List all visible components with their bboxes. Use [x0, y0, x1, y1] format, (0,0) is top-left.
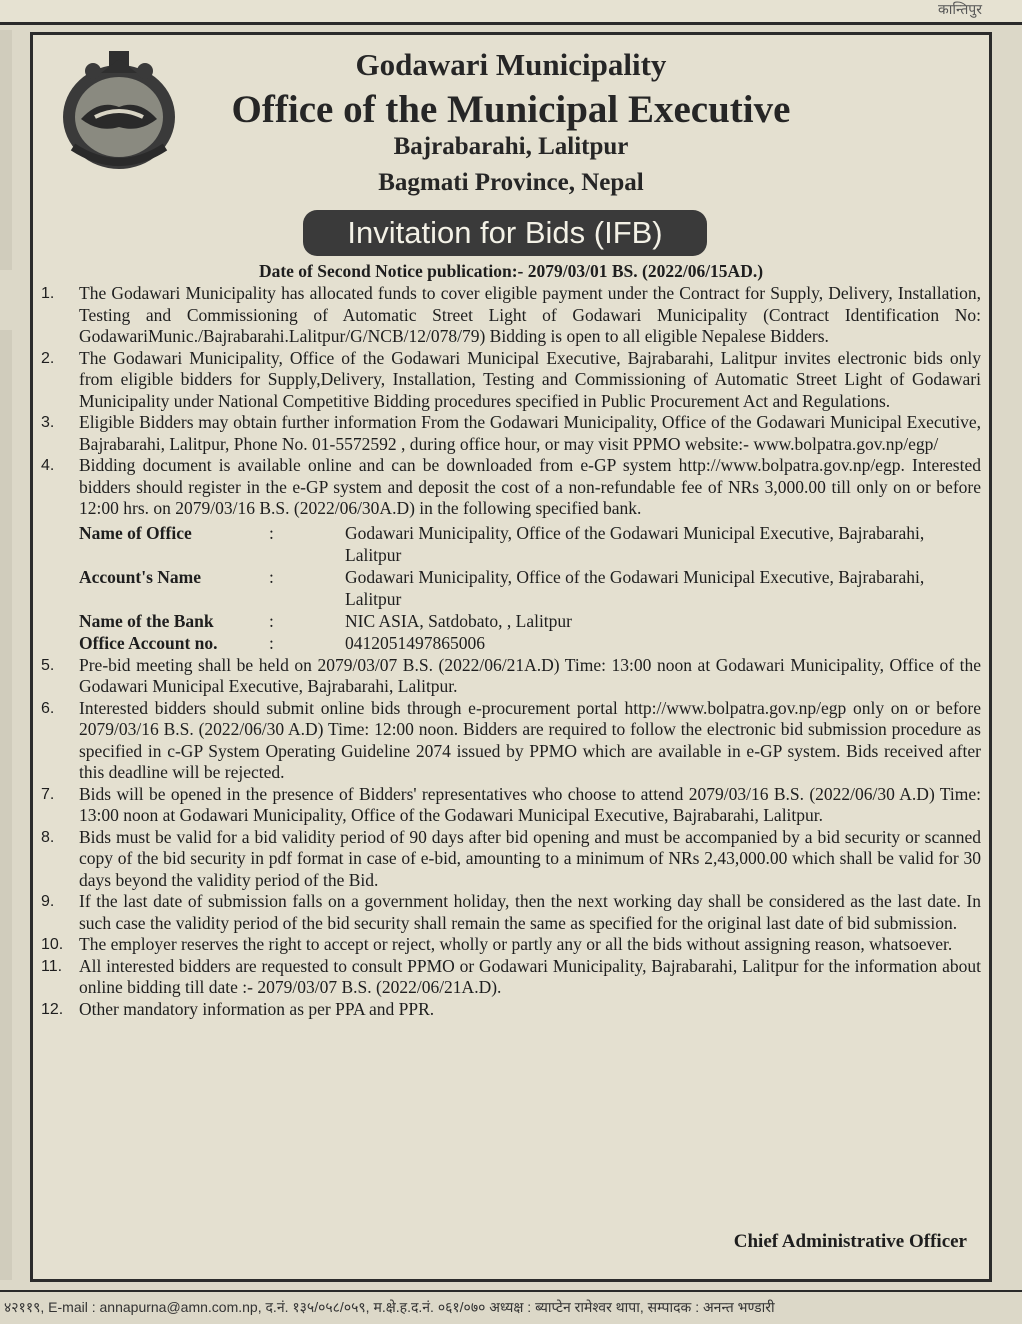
clause-text: The Godawari Municipality has allocated funds to cover eligible payment under the Contract for Supply, Delivery, Installation, Testing and Commissioning of Automatic Street Light of Godawari Municipality (Contract Identification No: GodawariMunic./Bajrabarahi.Lalitpur/G/NCB/12/078/79) Bidding is open to all eligible Nepalese Bidders. — [79, 283, 981, 346]
clause-number: 2. — [41, 349, 55, 367]
newspaper-footer: ४२११९, E-mail : annapurna@amn.com.np, द.नं. १३५/०५८/०५९, म.क्षे.ह.द.नं. ०६१/०७० अध्यक्ष : ब्याप्टेन रामेश्वर थापा, सम्पादक : अनन्त भण्डारी — [0, 1290, 1022, 1324]
clause-number: 6. — [41, 699, 55, 717]
province: Bagmati Province, Nepal — [378, 169, 644, 196]
clause-text: The Godawari Municipality, Office of the Godawari Municipal Executive, Bajrabarahi, Lalitpur invites electronic bids only from eligible bidders for Supply,Delivery, Installation, Testing and Commissioning of Automatic Street Light of Godawari Municipality under National Competitive Bidding procedures specified in Public Procurement Act and Regulations. — [79, 347, 981, 411]
bank-row — [79, 566, 981, 610]
bank-colon: : — [269, 610, 274, 631]
newspaper-top-strip — [0, 0, 1022, 25]
clause-text: Bidding document is available online and can be downloaded from e-GP system http://www.bolpatra.gov.np/egp. Interested bidders should register in the e-GP system and deposit the cost of a non-refundable fee of NRs 3,000.00 till only on or before 12:00 hrs. on 2079/03/16 B.S. (2022/06/30A.D) in the following specified bank. — [79, 455, 981, 518]
bank-key: Account's Name — [79, 566, 201, 587]
bank-row — [79, 632, 981, 654]
clause-9 — [41, 891, 981, 934]
clause-4 — [41, 455, 981, 520]
clause-5 — [41, 655, 981, 698]
bank-key: Name of Office — [79, 522, 192, 543]
bank-row — [79, 610, 981, 632]
clause-number: 3. — [41, 414, 55, 431]
bank-key: Name of the Bank — [79, 610, 214, 631]
clause-2 — [41, 348, 981, 413]
bank-colon: : — [269, 632, 274, 653]
side-rule — [0, 330, 12, 1280]
clause-number: 10. — [41, 936, 64, 953]
clause-12 — [41, 999, 981, 1021]
bid-notice — [30, 32, 992, 1282]
bank-colon: : — [269, 566, 274, 587]
top-snippet: कान्तिपुर — [938, 3, 982, 18]
clause-1 — [41, 283, 981, 348]
clause-text: The employer reserves the right to accept or reject, wholly or partly any or all the bids without assigning reason, whatsoever. — [79, 934, 953, 954]
clause-text: All interested bidders are requested to consult PPMO or Godawari Municipality, Bajrabarahi, Lalitpur for the information about online bidding till date :- 2079/03/07 B.S. (2022/06/21A.D). — [79, 955, 981, 997]
office-address: Bajrabarahi, Lalitpur — [393, 133, 629, 160]
municipality-name: Godawari Municipality — [355, 47, 667, 82]
office-title: Office of the Municipal Executive — [231, 88, 791, 131]
bank-details — [79, 522, 981, 654]
clause-11 — [41, 956, 981, 999]
clause-number: 4. — [41, 457, 55, 474]
clause-text: Other mandatory information as per PPA and PPR. — [79, 998, 435, 1019]
bank-row — [79, 522, 981, 566]
clause-text: Interested bidders should submit online bids through e-procurement portal http://www.bolpatra.gov.np/egp only on or before 2079/03/16 B.S. (2022/06/30 A.D) Time: 12:00 noon. Bidders are required to follow the electronic bid submission procedure as specified in c-GP System Operating Guideline 2074 issued by PPMO which are available in e-GP system. Bids received after this deadline will be rejected. — [79, 697, 981, 782]
signatory-title: Chief Administrative Officer — [733, 1231, 967, 1252]
clause-number: 9. — [41, 893, 55, 910]
side-rule — [0, 30, 12, 270]
clause-number: 8. — [41, 828, 55, 846]
ifb-banner: Invitation for Bids (IFB) — [303, 210, 707, 256]
bank-value: Godawari Municipality, Office of the Godawari Municipal Executive, Bajrabarahi, Lalitpur — [345, 566, 925, 609]
clause-text: Bids must be valid for a bid validity period of 90 days after bid opening and must be accompanied by a bid security or scanned copy of the bid security in pdf format in case of e-bid, amounting to a minimum of NRs 2,43,000.00 which shall be valid for 30 days beyond the validity period of the Bid. — [79, 826, 981, 890]
bank-key: Office Account no. — [79, 632, 218, 653]
clause-8 — [41, 827, 981, 892]
clause-number: 11. — [41, 957, 63, 975]
clause-text: Eligible Bidders may obtain further information From the Godawari Municipality, Office of the Godawari Municipal Executive, Bajrabarahi, Lalitpur, Phone No. 01-5572592 , during office hour, or may visit PPMO website:- www.bolpatra.gov.np/egp/ — [79, 412, 981, 454]
bank-value: NIC ASIA, Satdobato, , Lalitpur — [345, 610, 572, 631]
clause-number: 12. — [41, 1000, 64, 1018]
clause-6 — [41, 698, 981, 784]
clause-number: 5. — [41, 656, 55, 674]
clause-10 — [41, 934, 981, 956]
bid-clauses — [41, 283, 981, 1020]
clause-number: 1. — [41, 285, 55, 302]
clause-3 — [41, 412, 981, 455]
bank-value: 0412051497865006 — [345, 632, 485, 653]
bank-colon: : — [269, 522, 274, 543]
clause-text: If the last date of submission falls on a government holiday, then the next working day shall be considered as the last date. In such case the validity period of the bid security shall remain the same as specified for the original last date of bid submission. — [79, 891, 981, 933]
publication-date: Date of Second Notice publication:- 2079/03/01 BS. (2022/06/15AD.) — [258, 261, 764, 281]
clause-text: Bids will be opened in the presence of Bidders' representatives who choose to attend 2079/03/16 B.S. (2022/06/30 A.D) Time: 13:00 noon at Godawari Municipality, Office of the Godawari Municipal Executive, Bajrabarahi, Lalitpur. — [79, 783, 981, 825]
clause-text: Pre-bid meeting shall be held on 2079/03/07 B.S. (2022/06/21A.D) Time: 13:00 noon at Godawari Municipality, Office of the Godawari Municipal Executive, Bajrabarahi, Lalitpur. — [79, 654, 981, 696]
bank-value: Godawari Municipality, Office of the Godawari Municipal Executive, Bajrabarahi, Lalitpur — [345, 522, 925, 565]
clause-7 — [41, 784, 981, 827]
clause-number: 7. — [41, 785, 55, 803]
